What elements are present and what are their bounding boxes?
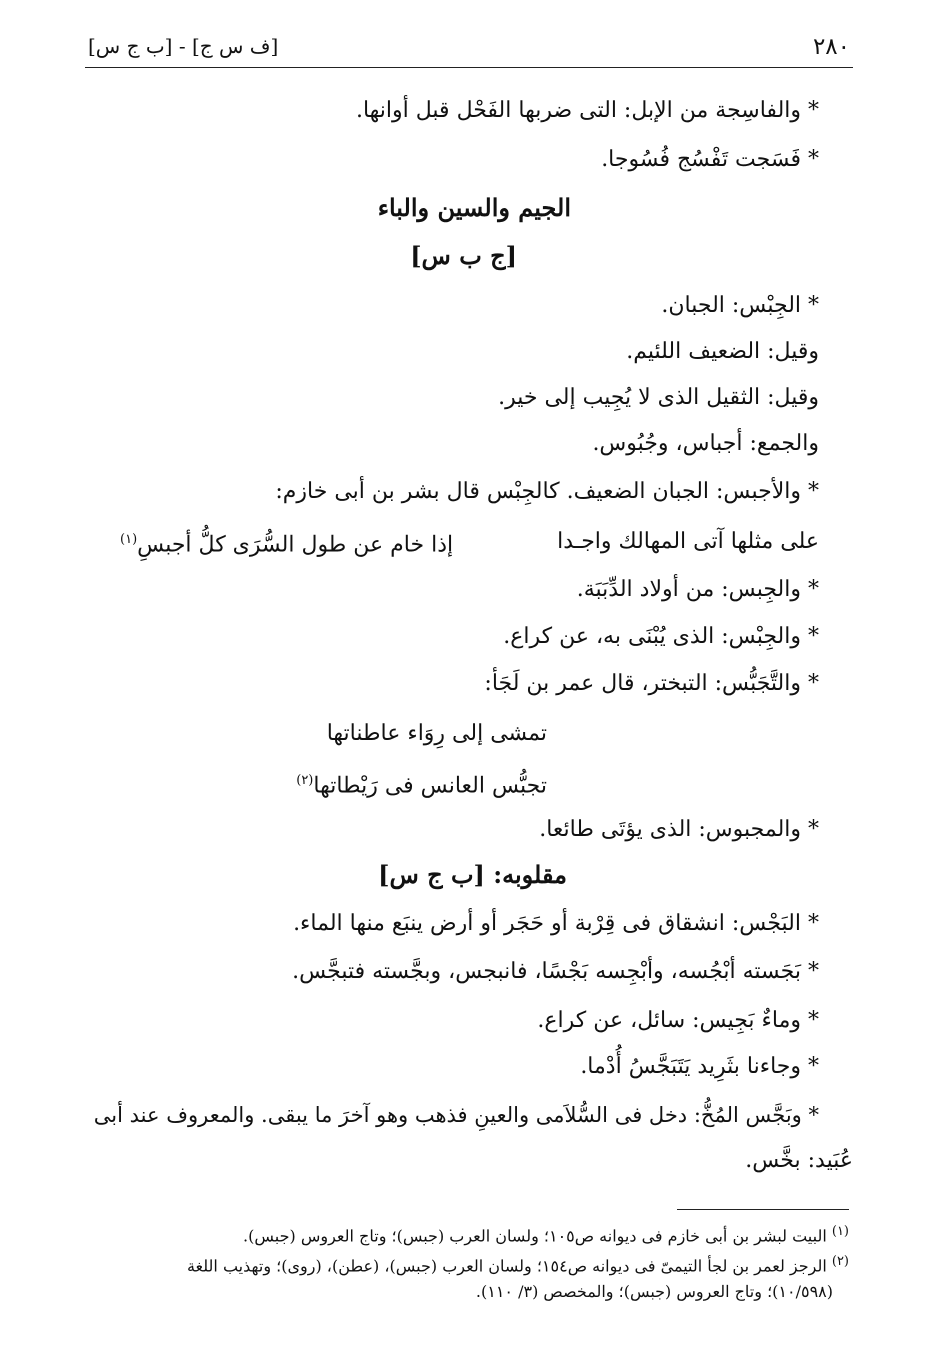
entry-line: * وماءٌ بَجِيس: سائل، عن كراع. <box>537 1008 819 1033</box>
footnote-continuation: (١٠/٥٩٨)؛ وتاج العروس (جبس)؛ والمخصص (٣/ ١١٠). <box>475 1282 833 1301</box>
page-number: ٢٨٠ <box>812 34 850 60</box>
entry-line: * والتَّجَبُّس: التبختر، قال عمر بن لَجَأ: <box>484 671 819 696</box>
root-heading: [ج ب س] <box>410 241 517 270</box>
footnote-marker: (٢) <box>296 773 314 788</box>
verse-text: إذا خام عن طول السُّرَى كلُّ أجبسِ <box>137 532 454 558</box>
entry-line: * والأجبس: الجبان الضعيف. كالجِبْس قال بشر بن أبى خازم: <box>275 479 819 504</box>
entry-line: وقيل: الضعيف اللئيم. <box>626 339 819 364</box>
entry-line: عُبَيد: بخَّس. <box>745 1148 853 1173</box>
entry-line: * والجِبْس: الذى يُبْنَى به، عن كراع. <box>503 624 819 649</box>
verse-hemistich-first: على مثلها آتى المهالك واجـدا <box>557 529 819 554</box>
verse-text: تجبُّس العانس فى رَيْطاتها <box>313 773 547 799</box>
footnote-marker: (١) <box>120 532 138 547</box>
running-head: [ف س ج] - [ب ج س] <box>88 34 279 58</box>
section-heading: الجيم والسين والباء <box>377 193 571 222</box>
footnote-rule <box>677 1209 849 1210</box>
footnote-text: الرجز لعمر بن لجأ التيمىّ فى ديوانه ص١٥٤؛ ولسان العرب (جبس)، (عطن)، (روى)؛ وتهذيب اللغة <box>186 1256 827 1276</box>
entry-line: * وجاءنا بثَرِيد يَتَبَجَّسُ أُدْما. <box>580 1054 819 1079</box>
entry-line: * البَجْس: انشقاق فى قِرْبة أو حَجَر أو أرض ينبَع منها الماء. <box>293 911 819 936</box>
entry-line: * والفاسِجة من الإبل: التى ضربها الفَحْل قبل أوانها. <box>355 98 819 123</box>
footnote <box>187 1250 849 1278</box>
footnote-number: (٢) <box>831 1254 849 1269</box>
header-rule <box>85 67 853 68</box>
entry-line: * وبَجَّس المُخُّ: دخل فى السُّلاَمى والعينِ فذهب وهو آخرَ ما يبقى. والمعروف عند أبى <box>93 1103 819 1127</box>
entry-line: * والجِبس: من أولاد الدِّبَبَة. <box>576 577 819 602</box>
entry-line: * فَسَجت تَفْسُج فُسُوجا. <box>601 147 819 172</box>
inverse-heading: مقلوبه: [ب ج س] <box>378 860 567 889</box>
footnote <box>243 1220 849 1248</box>
entry-line: وقيل: الثقيل الذى لا يُجِيب إلى خير. <box>498 385 819 410</box>
verse-line: تمشى إلى رِوَاء عاطناتها <box>326 721 547 746</box>
entry-line: * والمجبوس: الذى يؤتَى طائعا. <box>539 817 819 842</box>
entry-line: والجمع: أجباس، وجُبُوس. <box>592 431 819 456</box>
verse-hemistich-second <box>120 525 453 560</box>
entry-line: * الجِبْس: الجبان. <box>661 293 819 318</box>
footnote-number: (١) <box>831 1224 849 1239</box>
verse-line <box>296 766 547 801</box>
entry-line: * بَجَسته أبْجُسه، وأبْجِسه بَجْسًا، فانبجس، وبجَّسته فتبجَّس. <box>292 959 819 984</box>
footnote-text: البيت لبشر بن أبى خازم فى ديوانه ص١٠٥؛ ولسان العرب (جبس)؛ وتاج العروس (جبس). <box>243 1226 827 1246</box>
